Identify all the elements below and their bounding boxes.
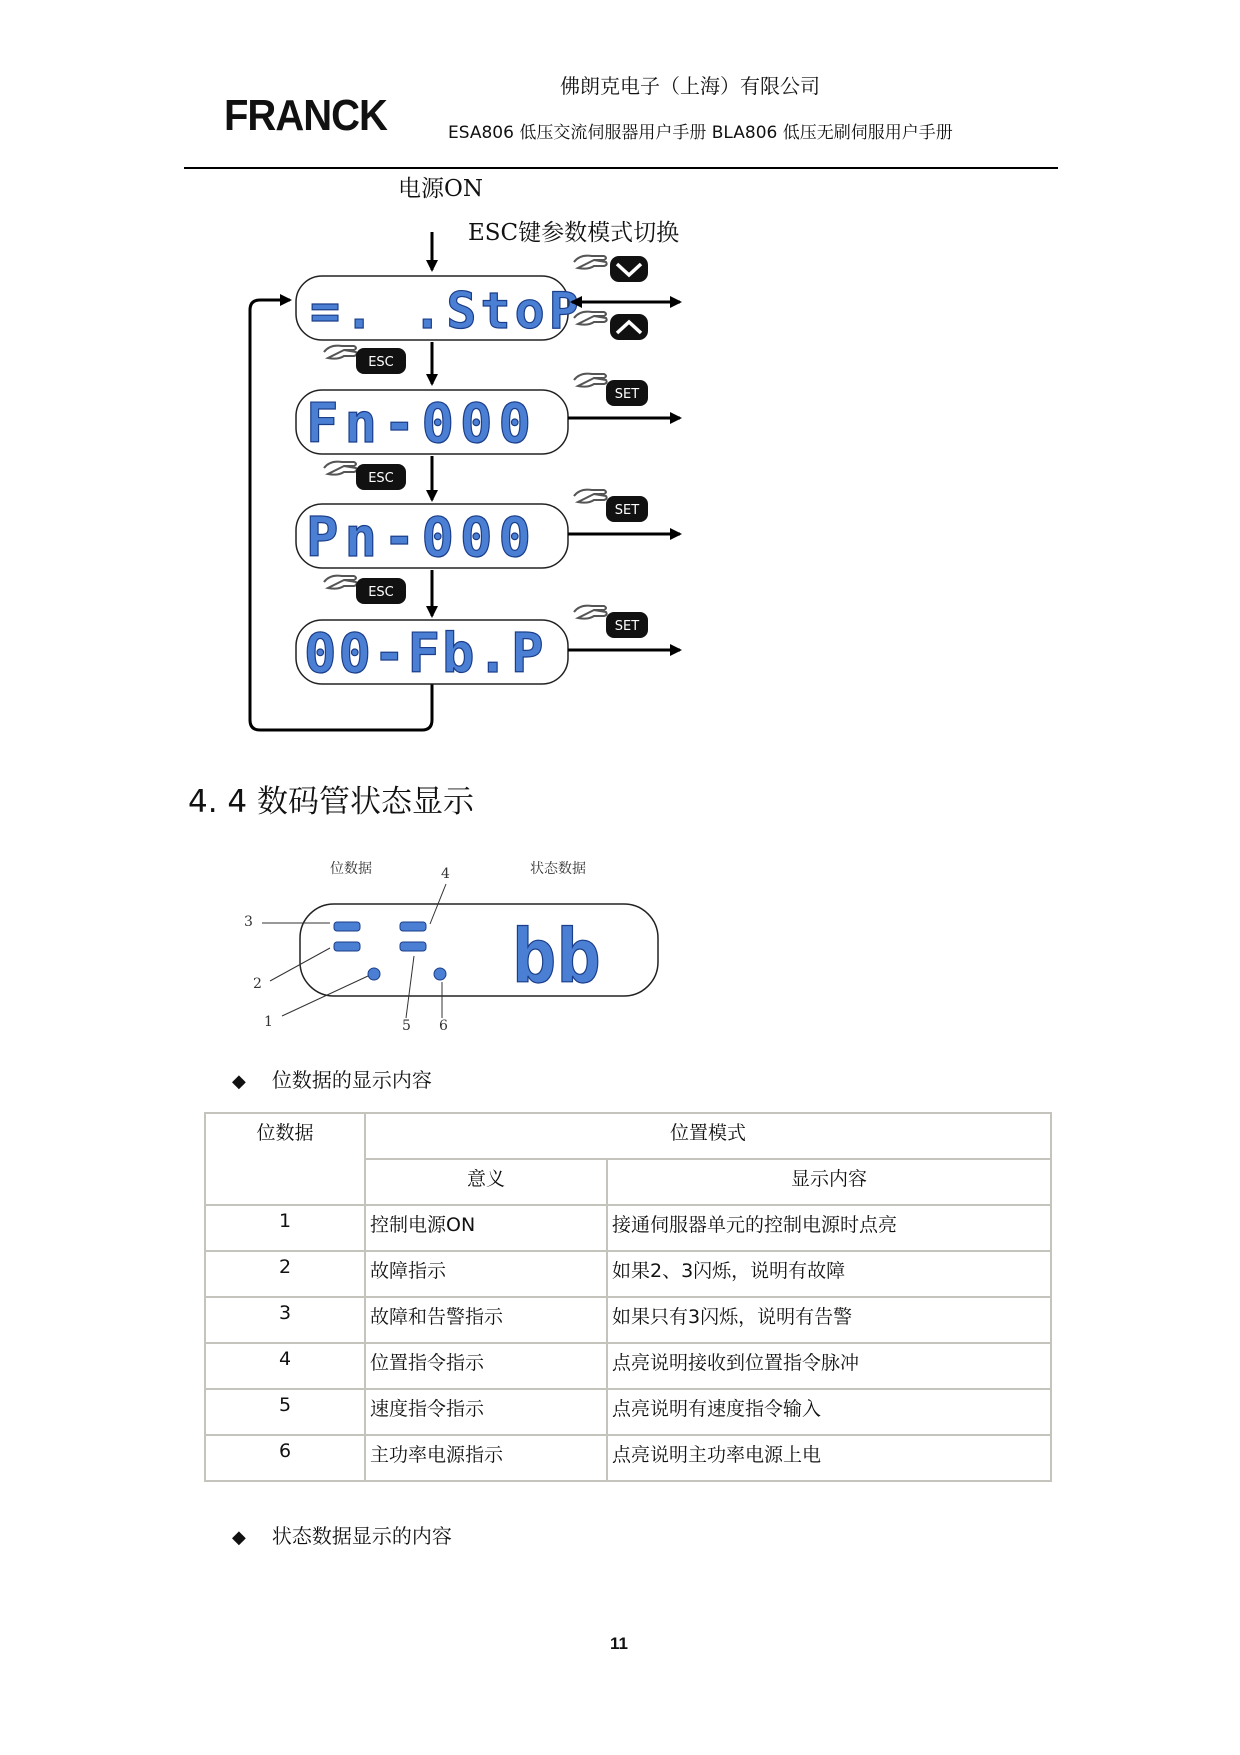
display-text-fn: Fn-000 bbox=[306, 392, 538, 455]
bit-segment-6 bbox=[434, 968, 446, 980]
svg-text:SET: SET bbox=[614, 387, 640, 402]
callout-3: 3 bbox=[244, 914, 253, 930]
bullet-bit-data-text: 位数据的显示内容 bbox=[271, 1068, 432, 1092]
diamond-bullet-icon: ◆ bbox=[232, 1071, 246, 1092]
esc-switch-label: ESC键参数模式切换 bbox=[468, 220, 680, 246]
table-cell-display: 如果只有3闪烁，说明有告警 bbox=[607, 1297, 1051, 1343]
table-cell-meaning: 控制电源ON bbox=[365, 1205, 607, 1251]
svg-text:SET: SET bbox=[614, 619, 640, 634]
display-text-pn: Pn-000 bbox=[306, 506, 538, 569]
table-cell-meaning: 故障和告警指示 bbox=[365, 1297, 607, 1343]
display-text-stop: =. .StoP bbox=[310, 282, 583, 340]
table-cell-bit: 5 bbox=[205, 1389, 365, 1435]
bit-data-label: 位数据 bbox=[330, 861, 372, 877]
bit-segment-1 bbox=[368, 968, 380, 980]
table-cell-display: 点亮说明主功率电源上电 bbox=[607, 1435, 1051, 1481]
page-number: 11 bbox=[610, 1634, 628, 1653]
company-name: 佛朗克电子（上海）有限公司 bbox=[560, 74, 820, 98]
status-data-label: 状态数据 bbox=[530, 861, 586, 877]
callout-2: 2 bbox=[253, 976, 262, 992]
bullet-status-data bbox=[232, 1520, 452, 1549]
svg-text:ESC: ESC bbox=[368, 355, 394, 370]
table-cell-meaning: 速度指令指示 bbox=[365, 1389, 607, 1435]
table-cell-bit: 1 bbox=[205, 1205, 365, 1251]
bit-data-table bbox=[204, 1112, 1052, 1482]
table-cell-display: 如果2、3闪烁，说明有故障 bbox=[607, 1251, 1051, 1297]
table-header-meaning: 意义 bbox=[365, 1159, 607, 1205]
table-cell-meaning: 位置指令指示 bbox=[365, 1343, 607, 1389]
table-header-display: 显示内容 bbox=[607, 1159, 1051, 1205]
bullet-bit-data bbox=[232, 1064, 432, 1093]
table-row bbox=[205, 1343, 1051, 1389]
callout-6: 6 bbox=[439, 1018, 448, 1034]
svg-text:SET: SET bbox=[614, 503, 640, 518]
table-cell-bit: 2 bbox=[205, 1251, 365, 1297]
svg-text:ESC: ESC bbox=[368, 471, 394, 486]
table-row bbox=[205, 1435, 1051, 1481]
table-row bbox=[205, 1205, 1051, 1251]
bullet-status-data-text: 状态数据显示的内容 bbox=[271, 1524, 452, 1548]
power-on-label: 电源ON bbox=[398, 176, 483, 202]
table-cell-meaning: 故障指示 bbox=[365, 1251, 607, 1297]
bit-segment-4 bbox=[400, 922, 426, 931]
table-cell-display: 接通伺服器单元的控制电源时点亮 bbox=[607, 1205, 1051, 1251]
company-logo: FRANCK bbox=[224, 92, 387, 140]
callout-4: 4 bbox=[441, 866, 450, 882]
table-cell-display: 点亮说明有速度指令输入 bbox=[607, 1389, 1051, 1435]
bit-segment-3 bbox=[334, 922, 360, 931]
table-cell-bit: 6 bbox=[205, 1435, 365, 1481]
table-cell-bit: 3 bbox=[205, 1297, 365, 1343]
table-header-mode: 位置模式 bbox=[365, 1113, 1051, 1159]
svg-text:ESC: ESC bbox=[368, 585, 394, 600]
table-cell-display: 点亮说明接收到位置指令脉冲 bbox=[607, 1343, 1051, 1389]
section-heading: 4. 4 数码管状态显示 bbox=[188, 784, 475, 820]
manual-title: ESA806 低压交流伺服器用户手册 BLA806 低压无刷伺服用户手册 bbox=[448, 123, 953, 143]
table-row bbox=[205, 1389, 1051, 1435]
callout-5: 5 bbox=[402, 1018, 411, 1034]
display-text-fbp: 00-Fb.P bbox=[304, 622, 546, 685]
status-digits: bb bbox=[512, 914, 602, 1000]
table-row bbox=[205, 1297, 1051, 1343]
bit-segment-5 bbox=[400, 942, 426, 951]
diamond-bullet-icon: ◆ bbox=[232, 1527, 246, 1548]
table-cell-meaning: 主功率电源指示 bbox=[365, 1435, 607, 1481]
table-row bbox=[205, 1251, 1051, 1297]
bit-segment-2 bbox=[334, 942, 360, 951]
table-header-bit: 位数据 bbox=[205, 1113, 365, 1205]
table-cell-bit: 4 bbox=[205, 1343, 365, 1389]
callout-1: 1 bbox=[264, 1014, 273, 1030]
